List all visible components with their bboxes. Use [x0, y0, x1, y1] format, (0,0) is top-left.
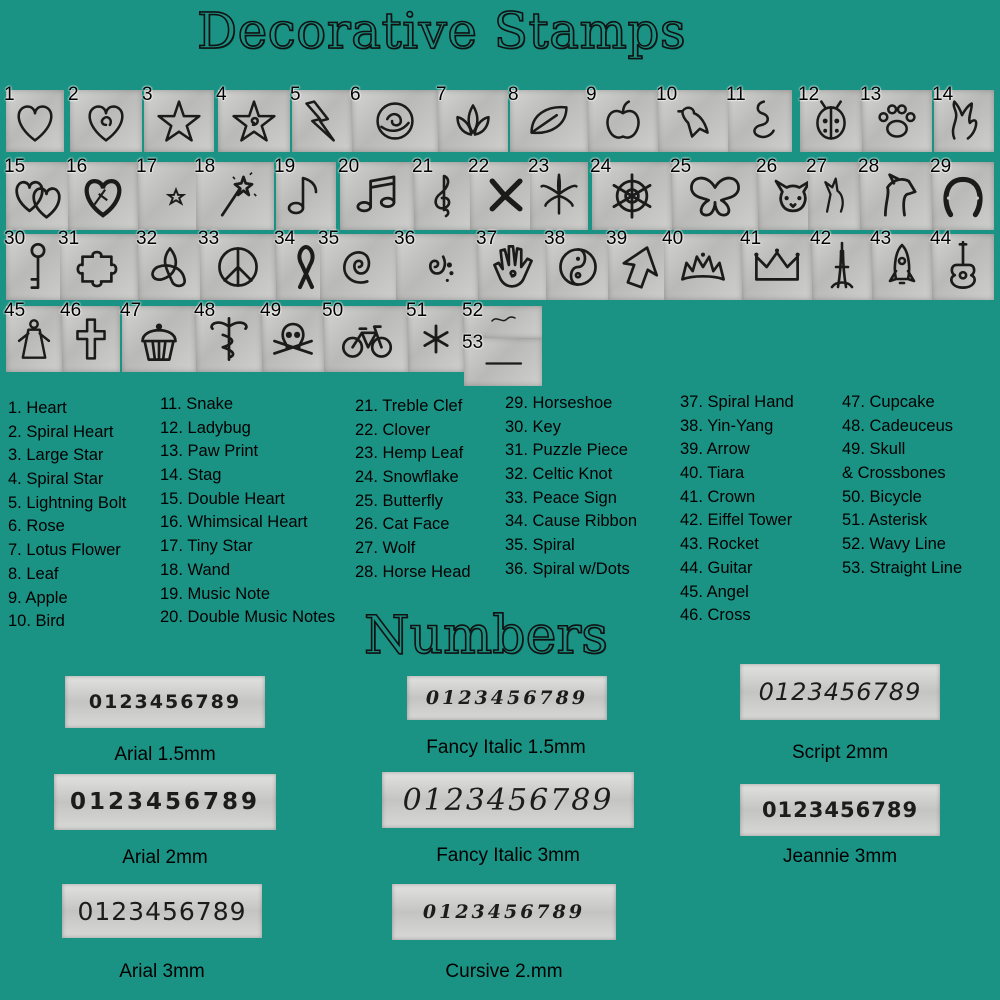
list-item: 32. Celtic Knot [505, 465, 613, 484]
list-item: 3. Large Star [8, 446, 104, 465]
stamp-tile [858, 156, 932, 230]
list-item: 46. Cross [680, 606, 751, 625]
stamp-tile [68, 84, 142, 152]
list-item: 49. Skull [842, 440, 906, 459]
list-item: 22. Clover [355, 420, 431, 439]
stamp-number: 14 [932, 84, 954, 105]
list-item: 27. Wolf [355, 539, 416, 558]
list-item: 19. Music Note [160, 584, 271, 603]
stamp-tile [290, 84, 352, 152]
stamp-tile [194, 300, 262, 372]
list-item: 15. Double Heart [160, 489, 285, 508]
number-plate: 0123456789 [740, 664, 940, 720]
stamp-number: 35 [318, 228, 340, 249]
stamp-number: 44 [930, 228, 952, 249]
list-item: 48. Cadeuceus [842, 416, 953, 435]
stamp-number: 46 [60, 300, 82, 321]
list-item: 50. Bicycle [842, 487, 922, 506]
stamp-number: 40 [662, 228, 684, 249]
numbers-title: Numbers [364, 606, 608, 666]
number-plate: 0123456789 [65, 676, 265, 728]
list-item: 40. Tiara [680, 464, 745, 483]
list-item: 45. Angel [680, 582, 749, 601]
stamp-number: 42 [810, 228, 832, 249]
font-label: Jeannie 3mm [782, 846, 898, 867]
stamp-number: 49 [260, 300, 282, 321]
stamp-number: 19 [274, 156, 296, 177]
stamp-tile [590, 156, 672, 230]
stamp-number: 7 [436, 84, 447, 105]
stamp-number: 38 [544, 228, 566, 249]
list-item: 42. Eiffel Tower [680, 511, 793, 530]
list-item: 9. Apple [8, 588, 68, 607]
stamp-tile [136, 228, 202, 300]
stamp-tile [662, 228, 742, 300]
stamp-number: 8 [508, 84, 519, 105]
stamp-tile [394, 228, 478, 300]
list-item: & Crossbones [842, 464, 946, 483]
stamp-tile [528, 156, 588, 230]
stamp-number: 15 [4, 156, 26, 177]
list-item: 17. Tiny Star [160, 537, 253, 556]
stamp-number: 50 [322, 300, 344, 321]
list-col-4 [505, 392, 637, 582]
list-item: 25. Butterfly [355, 491, 444, 510]
font-label: Fancy Italic 3mm [436, 845, 580, 866]
list-item: 35. Spiral [505, 536, 575, 555]
stamp-tile [860, 84, 932, 152]
stamp-number: 41 [740, 228, 762, 249]
stamp-tile [120, 300, 196, 372]
list-col-1 [8, 397, 126, 634]
stamp-tile [142, 84, 214, 152]
stamp-tile [4, 300, 62, 372]
stamp-number: 11 [726, 84, 746, 105]
stamp-tile [508, 84, 588, 152]
list-col-3 [355, 395, 471, 585]
number-plate: 0123456789 [392, 884, 616, 940]
list-col-6 [842, 391, 962, 581]
list-item: 16. Whimsical Heart [160, 513, 308, 532]
stamp-number: 4 [216, 84, 227, 105]
stamp-tile [726, 84, 792, 152]
font-label: Arial 3mm [119, 961, 205, 982]
list-item: 20. Double Music Notes [160, 608, 336, 627]
list-item: 4. Spiral Star [8, 470, 104, 489]
stamp-tile [318, 228, 398, 300]
list-item: 37. Spiral Hand [680, 393, 794, 411]
stamp-tile [216, 84, 290, 152]
stamp-tile [260, 300, 324, 372]
stamp-number: 51 [406, 300, 428, 321]
stamp-number: 25 [670, 156, 692, 177]
stamp-tile [656, 84, 730, 152]
stamp-number: 33 [198, 228, 220, 249]
list-col-5 [680, 391, 794, 628]
list-item: 21. Treble Clef [355, 397, 463, 415]
stamp-number: 26 [756, 156, 778, 177]
stamp-number: 31 [58, 228, 80, 249]
list-item: 11. Snake [160, 395, 234, 413]
list-item: 1. Heart [8, 399, 67, 417]
stamp-number: 10 [656, 84, 678, 105]
stamp-tile [810, 228, 872, 300]
stamp-tile [740, 228, 812, 300]
font-label: Cursive 2.mm [445, 961, 563, 982]
stamp-number: 23 [528, 156, 550, 177]
stamp-tile [60, 300, 120, 372]
stamp-number: 34 [274, 228, 296, 249]
list-item: 2. Spiral Heart [8, 422, 114, 441]
list-item: 43. Rocket [680, 535, 759, 554]
stamp-number: 3 [142, 84, 153, 105]
list-item: 14. Stag [160, 466, 222, 485]
number-plate: 0123456789 [62, 884, 262, 938]
stamp-tile [798, 84, 862, 152]
list-item: 24. Snowflake [355, 468, 459, 487]
stamp-number: 32 [136, 228, 158, 249]
list-item: 39. Arrow [680, 440, 750, 459]
list-item: 26. Cat Face [355, 515, 450, 534]
list-item: 44. Guitar [680, 558, 753, 577]
stamp-tile [586, 84, 658, 152]
list-item: 7. Lotus Flower [8, 541, 121, 560]
stamp-tile [338, 156, 414, 230]
stamp-tile [274, 156, 336, 230]
list-item: 8. Leaf [8, 564, 59, 583]
stamp-number: 47 [120, 300, 142, 321]
stamp-number: 6 [350, 84, 361, 105]
list-item: 5. Lightning Bolt [8, 493, 127, 512]
stamp-number: 28 [858, 156, 880, 177]
stamp-number: 36 [394, 228, 416, 249]
list-item: 13. Paw Print [160, 442, 259, 461]
list-item: 51. Asterisk [842, 511, 928, 530]
font-label: Fancy Italic 1.5mm [426, 737, 586, 758]
list-item: 12. Ladybug [160, 418, 251, 437]
stamp-number: 21 [412, 156, 434, 177]
stamp-tile [322, 300, 408, 372]
font-label: Arial 1.5mm [114, 744, 216, 765]
stamp-number: 2 [68, 84, 79, 105]
stamp-number: 9 [586, 84, 597, 105]
stamp-number: 17 [136, 156, 158, 177]
stamp-number: 22 [468, 156, 490, 177]
list-item: 33. Peace Sign [505, 488, 617, 507]
stamp-number: 45 [4, 300, 26, 321]
stamp-tile [930, 156, 994, 230]
stamp-tile [58, 228, 138, 300]
list-item: 53. Straight Line [842, 558, 963, 577]
stamp-tile [194, 156, 274, 230]
stamp-number: 48 [194, 300, 216, 321]
stamp-tile [436, 84, 508, 152]
stamp-tile [870, 228, 932, 300]
list-item: 18. Wand [160, 560, 231, 579]
number-plate: 0123456789 [382, 772, 634, 828]
stamp-number: 39 [606, 228, 628, 249]
list-item: 31. Puzzle Piece [505, 441, 628, 460]
stamp-tile [806, 156, 860, 230]
list-item: 30. Key [505, 417, 561, 436]
number-plate: 0123456789 [407, 676, 607, 720]
stamp-number: 29 [930, 156, 952, 177]
stamp-tile [932, 84, 994, 152]
stamp-number: 16 [66, 156, 88, 177]
stamp-tile [350, 84, 438, 152]
list-item: 52. Wavy Line [842, 535, 946, 554]
stamp-tile [476, 228, 548, 300]
stamp-number: 12 [798, 84, 820, 105]
stamp-number: 30 [4, 228, 26, 249]
stamp-tile [462, 332, 542, 386]
font-label: Script 2mm [791, 742, 889, 763]
list-col-2 [160, 393, 335, 630]
list-item: 38. Yin-Yang [680, 416, 774, 435]
stamp-tile [406, 300, 464, 372]
list-item: 41. Crown [680, 487, 756, 506]
stamp-number: 52 [462, 300, 484, 321]
list-item: 34. Cause Ribbon [505, 512, 638, 531]
list-item: 28. Horse Head [355, 562, 471, 581]
font-label: Arial 2mm [122, 847, 208, 868]
stamp-number: 43 [870, 228, 892, 249]
stamp-number: 18 [194, 156, 216, 177]
stamp-tile [66, 156, 138, 230]
stamp-tile [930, 228, 994, 300]
stamp-tile [198, 228, 276, 300]
list-item: 29. Horseshoe [505, 394, 613, 412]
stamp-number: 27 [806, 156, 828, 177]
list-item: 47. Cupcake [842, 393, 935, 411]
list-item: 23. Hemp Leaf [355, 444, 464, 463]
number-plate: 0123456789 [740, 784, 940, 836]
stamp-tile [4, 156, 70, 230]
stamp-number: 37 [476, 228, 498, 249]
number-plate: 0123456789 [54, 774, 276, 830]
stamp-number: 1 [4, 84, 15, 105]
stamp-tile [412, 156, 474, 230]
stamp-number: 20 [338, 156, 360, 177]
list-item: 10. Bird [8, 612, 65, 631]
list-item: 6. Rose [8, 517, 65, 536]
stamp-tile [544, 228, 610, 300]
stamp-number: 53 [462, 332, 484, 353]
list-item: 36. Spiral w/Dots [505, 559, 630, 578]
stamp-number: 13 [860, 84, 882, 105]
stamp-number: 24 [590, 156, 612, 177]
stamp-number: 5 [290, 84, 301, 105]
stamp-tile [670, 156, 758, 230]
page-title: Decorative Stamps [197, 2, 687, 60]
stamp-tile [4, 84, 64, 152]
